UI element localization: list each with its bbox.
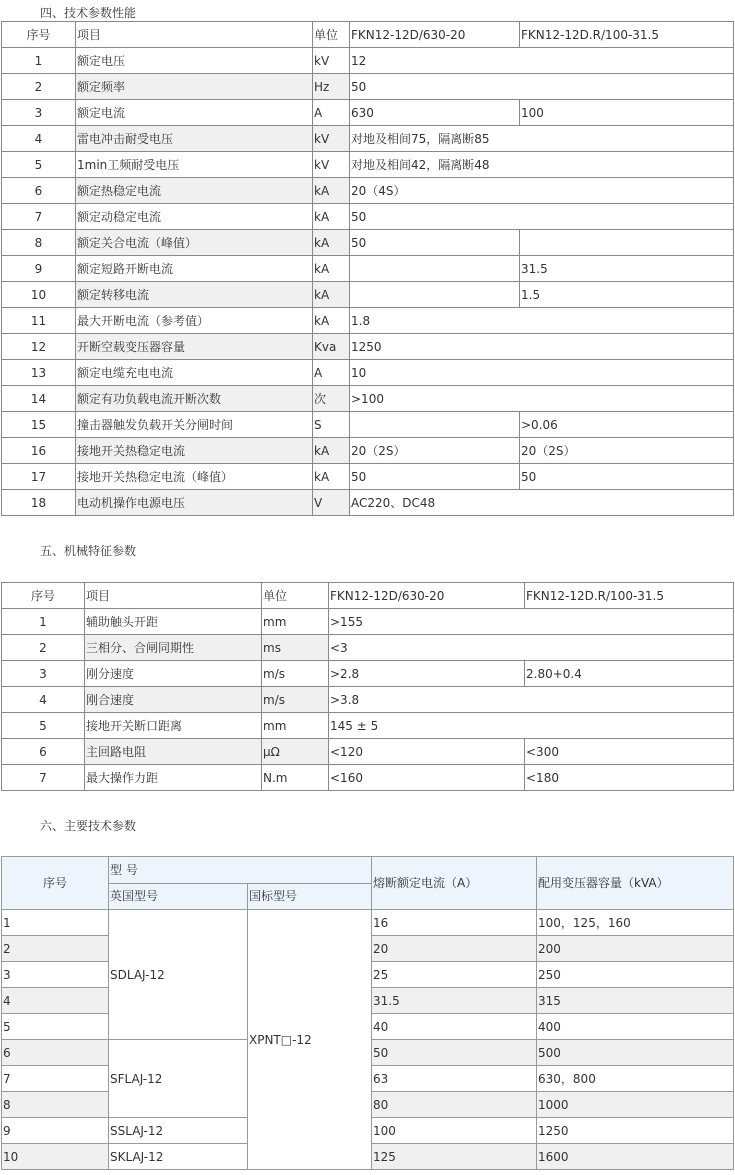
row-uk-model: SSLAJ-12: [109, 1118, 248, 1144]
table-row: [2, 412, 734, 438]
row-value-merged: >100: [350, 386, 734, 412]
row-seq: 11: [2, 308, 76, 334]
row-value-a: <120: [329, 739, 525, 765]
row-item: 最大操作力距: [85, 765, 262, 791]
table-row: [2, 360, 734, 386]
row-unit: kA: [313, 282, 350, 308]
row-seq: 10: [2, 1144, 109, 1170]
row-seq: 5: [2, 1014, 109, 1040]
header-model-uk: 英国型号: [109, 883, 248, 910]
row-unit: kA: [313, 204, 350, 230]
row-value-b: <300: [525, 739, 734, 765]
row-seq: 1: [2, 48, 76, 74]
row-item: 电动机操作电源电压: [76, 490, 313, 516]
row-transformer-capacity: 1600: [537, 1144, 734, 1170]
row-fuse-current: 50: [372, 1040, 537, 1066]
row-seq: 17: [2, 464, 76, 490]
row-value-merged: 对地及相间75，隔离断85: [350, 126, 734, 152]
row-transformer-capacity: 1250: [537, 1118, 734, 1144]
table-row: [2, 661, 734, 687]
table-row: [2, 334, 734, 360]
row-seq: 1: [2, 609, 85, 635]
row-seq: 4: [2, 988, 109, 1014]
row-item: 额定短路开断电流: [76, 256, 313, 282]
table-row: [2, 386, 734, 412]
header-model-b: FKN12-12D.R/100-31.5: [520, 22, 734, 48]
row-item: 辅助触头开距: [85, 609, 262, 635]
row-seq: 1: [2, 910, 109, 936]
row-seq: 8: [2, 1092, 109, 1118]
header-seq: 序号: [2, 857, 109, 910]
row-transformer-capacity: 100，125，160: [537, 910, 734, 936]
row-value-b: >0.06: [520, 412, 734, 438]
row-value-a: 50: [350, 230, 520, 256]
row-seq: 16: [2, 438, 76, 464]
row-item: 额定有功负载电流开断次数: [76, 386, 313, 412]
row-seq: 3: [2, 100, 76, 126]
row-unit: kA: [313, 256, 350, 282]
header-seq: 序号: [2, 583, 85, 609]
row-item: 接地开关热稳定电流: [76, 438, 313, 464]
header-model-a: FKN12-12D/630-20: [350, 22, 520, 48]
table-row: [2, 230, 734, 256]
row-fuse-current: 20: [372, 936, 537, 962]
header-model-a: FKN12-12D/630-20: [329, 583, 525, 609]
row-item: 接地开关热稳定电流（峰值）: [76, 464, 313, 490]
row-unit: kA: [313, 464, 350, 490]
row-unit: kV: [313, 126, 350, 152]
row-transformer-capacity: 250: [537, 962, 734, 988]
row-value-a: [350, 256, 520, 282]
row-unit: A: [313, 360, 350, 386]
row-seq: 18: [2, 490, 76, 516]
row-value-a: 50: [350, 464, 520, 490]
row-value-b: 50: [520, 464, 734, 490]
row-seq: 4: [2, 126, 76, 152]
table-row: [2, 609, 734, 635]
row-fuse-current: 31.5: [372, 988, 537, 1014]
table-row: [2, 256, 734, 282]
row-value-b: 1.5: [520, 282, 734, 308]
table-row: [2, 765, 734, 791]
row-transformer-capacity: 315: [537, 988, 734, 1014]
row-item: 额定关合电流（峰值）: [76, 230, 313, 256]
row-seq: 6: [2, 178, 76, 204]
row-value-merged: 50: [350, 204, 734, 230]
row-uk-model: SDLAJ-12: [109, 910, 248, 1040]
row-seq: 3: [2, 661, 85, 687]
row-seq: 4: [2, 687, 85, 713]
row-value-a: 630: [350, 100, 520, 126]
table-row: [2, 204, 734, 230]
row-seq: 7: [2, 204, 76, 230]
row-seq: 10: [2, 282, 76, 308]
technical-parameters-table: [1, 21, 734, 516]
row-item: 额定动稳定电流: [76, 204, 313, 230]
table-row: [2, 126, 734, 152]
row-unit: kV: [313, 48, 350, 74]
row-item: 额定热稳定电流: [76, 178, 313, 204]
row-fuse-current: 100: [372, 1118, 537, 1144]
row-unit: Hz: [313, 74, 350, 100]
row-item: 接地开关断口距离: [85, 713, 262, 739]
row-value-merged: 对地及相间42，隔离断48: [350, 152, 734, 178]
row-value-merged: AC220、DC48: [350, 490, 734, 516]
table-row: [2, 713, 734, 739]
table-row: [2, 910, 734, 936]
table-row: [2, 490, 734, 516]
table-row: [2, 282, 734, 308]
table-row: [2, 308, 734, 334]
main-parameters-table: [1, 856, 734, 1170]
row-seq: 13: [2, 360, 76, 386]
row-seq: 8: [2, 230, 76, 256]
table-row: [2, 100, 734, 126]
row-fuse-current: 25: [372, 962, 537, 988]
header-model: 型 号: [109, 857, 372, 884]
header-item: 项目: [85, 583, 262, 609]
row-value-merged: 12: [350, 48, 734, 74]
row-value-b: 2.80+0.4: [525, 661, 734, 687]
row-seq: 9: [2, 1118, 109, 1144]
row-value-a: [350, 412, 520, 438]
row-transformer-capacity: 200: [537, 936, 734, 962]
row-seq: 6: [2, 1040, 109, 1066]
row-unit: V: [313, 490, 350, 516]
table-row: [2, 635, 734, 661]
row-value-a: 20（2S）: [350, 438, 520, 464]
row-value-b: 100: [520, 100, 734, 126]
row-seq: 2: [2, 635, 85, 661]
row-item: 三相分、合闸同期性: [85, 635, 262, 661]
row-fuse-current: 125: [372, 1144, 537, 1170]
row-unit: Kva: [313, 334, 350, 360]
row-value-merged: >3.8: [329, 687, 734, 713]
row-item: 额定频率: [76, 74, 313, 100]
row-value-merged: 10: [350, 360, 734, 386]
table-header-row: [2, 583, 734, 609]
row-unit: μΩ: [262, 739, 329, 765]
table-row: [2, 687, 734, 713]
row-unit: m/s: [262, 661, 329, 687]
row-seq: 5: [2, 152, 76, 178]
table-row: [2, 74, 734, 100]
header-seq: 序号: [2, 22, 76, 48]
row-unit: kA: [313, 178, 350, 204]
row-value-merged: 20（4S）: [350, 178, 734, 204]
row-value-a: >2.8: [329, 661, 525, 687]
row-unit: A: [313, 100, 350, 126]
table-row: [2, 152, 734, 178]
table-row: [2, 464, 734, 490]
row-item: 额定转移电流: [76, 282, 313, 308]
row-unit: ms: [262, 635, 329, 661]
row-item: 额定电压: [76, 48, 313, 74]
row-unit: mm: [262, 609, 329, 635]
table-row: [2, 178, 734, 204]
table-row: [2, 48, 734, 74]
row-unit: S: [313, 412, 350, 438]
row-unit: m/s: [262, 687, 329, 713]
row-unit: kA: [313, 230, 350, 256]
header-transformer-capacity: 配用变压器容量（kVA）: [537, 857, 734, 910]
row-transformer-capacity: 630，800: [537, 1066, 734, 1092]
section4-title: 四、技术参数性能: [40, 6, 137, 20]
header-unit: 单位: [313, 22, 350, 48]
row-item: 刚分速度: [85, 661, 262, 687]
header-model-gb: 国标型号: [248, 883, 372, 910]
row-transformer-capacity: 500: [537, 1040, 734, 1066]
table-header-row: [2, 22, 734, 48]
row-seq: 7: [2, 1066, 109, 1092]
row-unit: N.m: [262, 765, 329, 791]
table-row: [2, 739, 734, 765]
row-value-merged: >155: [329, 609, 734, 635]
row-uk-model: SFLAJ-12: [109, 1040, 248, 1118]
row-item: 主回路电阻: [85, 739, 262, 765]
row-unit: mm: [262, 713, 329, 739]
row-transformer-capacity: 400: [537, 1014, 734, 1040]
row-item: 开断空载变压器容量: [76, 334, 313, 360]
row-fuse-current: 80: [372, 1092, 537, 1118]
row-value-merged: 1.8: [350, 308, 734, 334]
row-seq: 9: [2, 256, 76, 282]
row-value-b: 20（2S）: [520, 438, 734, 464]
row-value-b: <180: [525, 765, 734, 791]
row-fuse-current: 16: [372, 910, 537, 936]
header-model-b: FKN12-12D.R/100-31.5: [525, 583, 734, 609]
row-value-merged: <3: [329, 635, 734, 661]
row-item: 撞击器触发负载开关分闸时间: [76, 412, 313, 438]
row-seq: 3: [2, 962, 109, 988]
row-seq: 14: [2, 386, 76, 412]
row-item: 最大开断电流（参考值）: [76, 308, 313, 334]
row-uk-model: SKLAJ-12: [109, 1144, 248, 1170]
mechanical-parameters-table: [1, 582, 734, 791]
row-value-b: 31.5: [520, 256, 734, 282]
row-seq: 12: [2, 334, 76, 360]
section6-title: 六、主要技术参数: [40, 819, 137, 833]
row-item: 1min工频耐受电压: [76, 152, 313, 178]
row-fuse-current: 40: [372, 1014, 537, 1040]
row-seq: 15: [2, 412, 76, 438]
header-fuse-current: 熔断额定电流（A）: [372, 857, 537, 910]
row-fuse-current: 63: [372, 1066, 537, 1092]
row-transformer-capacity: 1000: [537, 1092, 734, 1118]
row-value-merged: 1250: [350, 334, 734, 360]
row-gb-model: XPNT□-12: [248, 910, 372, 1170]
row-item: 雷电冲击耐受电压: [76, 126, 313, 152]
header-item: 项目: [76, 22, 313, 48]
row-value-a: <160: [329, 765, 525, 791]
row-value-merged: 50: [350, 74, 734, 100]
row-value-merged: 145 ± 5: [329, 713, 734, 739]
row-unit: kA: [313, 308, 350, 334]
row-seq: 7: [2, 765, 85, 791]
row-item: 额定电缆充电电流: [76, 360, 313, 386]
row-seq: 5: [2, 713, 85, 739]
row-unit: 次: [313, 386, 350, 412]
row-unit: kV: [313, 152, 350, 178]
row-value-a: [350, 282, 520, 308]
row-item: 额定电流: [76, 100, 313, 126]
row-item: 刚合速度: [85, 687, 262, 713]
table-row: [2, 438, 734, 464]
row-unit: kA: [313, 438, 350, 464]
row-value-b: [520, 230, 734, 256]
section5-title: 五、机械特征参数: [40, 544, 137, 558]
row-seq: 2: [2, 74, 76, 100]
row-seq: 2: [2, 936, 109, 962]
header-unit: 单位: [262, 583, 329, 609]
row-seq: 6: [2, 739, 85, 765]
